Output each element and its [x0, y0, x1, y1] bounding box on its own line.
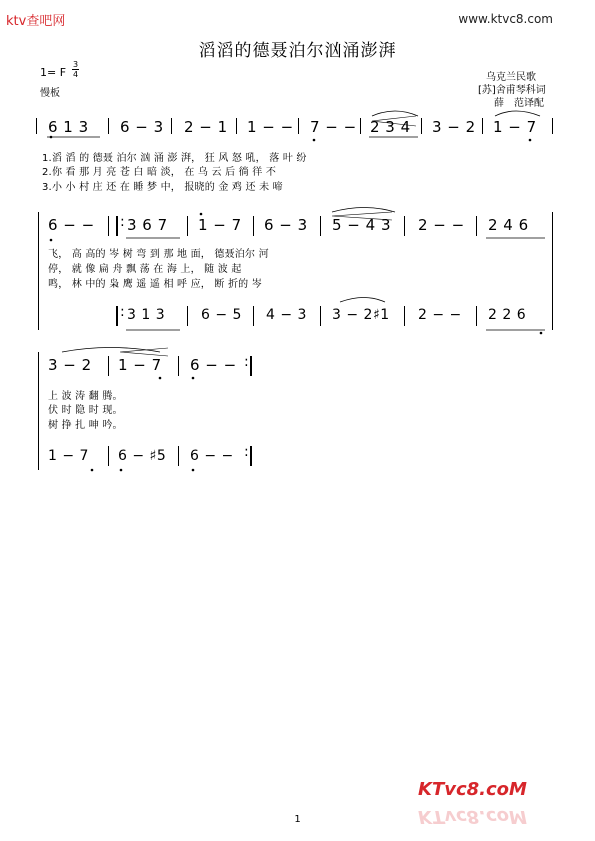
measure-notes: 6 − − — [190, 356, 237, 374]
low-octave-dot — [50, 136, 53, 139]
low-octave-dot — [529, 139, 532, 142]
lyric-line-verse-3: 鸣， 林 中的 枭 鹰 遥 遥 相 呼 应， 断 折的 岑 — [48, 279, 262, 290]
measure-notes: 3 − 2 — [48, 356, 92, 374]
slur-mark — [372, 111, 418, 116]
low-octave-dot — [313, 139, 316, 142]
measure-notes: 1 − − — [247, 118, 294, 136]
measure-notes: 5 − 4 3 — [332, 216, 392, 234]
site-watermark-right: www.ktvc8.com — [458, 12, 553, 26]
measure-notes: 6 − − — [190, 448, 234, 464]
lyric-line-verse-2: 停， 就 像 扁 舟 飘 荡 在 海 上， 随 波 起 — [48, 264, 242, 275]
measure-notes: 3 1 3 — [127, 307, 166, 323]
measure-notes: 1 − 7 — [48, 448, 89, 464]
lyric-line-verse-2: 伏 时 隐 时 现。 — [48, 405, 123, 416]
measure-notes: 1 − 7 — [198, 216, 242, 234]
repeat-dots: : — [244, 444, 249, 460]
measure-notes: 6 − − — [48, 216, 95, 234]
measure-notes: 2 3 4 — [370, 118, 411, 136]
time-signature-top: 3 — [72, 60, 79, 69]
lyric-line-verse-3: 3.小 小 村 庄 还 在 睡 梦 中， 报晓的 金 鸡 还 未 啼 — [42, 182, 283, 193]
high-octave-dot — [200, 213, 203, 216]
measure-notes: 3 − 2♯1 — [332, 307, 390, 323]
measure-notes: 2 − − — [418, 216, 465, 234]
time-signature-bottom: 4 — [72, 70, 79, 79]
low-octave-dot — [120, 469, 123, 472]
measure-notes: 3 6 7 — [127, 216, 168, 234]
credit-lyricist: [苏]舍甫琴科词 — [478, 85, 546, 96]
site-logo-reflection: KTvc8.coM — [418, 806, 527, 827]
repeat-dots: : — [120, 304, 125, 320]
repeat-dots: : — [244, 354, 249, 370]
low-octave-dot — [192, 377, 195, 380]
tempo-marking: 慢板 — [40, 88, 60, 99]
measure-notes: 2 4 6 — [488, 216, 529, 234]
slur-mark — [340, 298, 385, 303]
credit-origin: 乌克兰民歌 — [486, 72, 536, 83]
measure-notes: 6 − 3 — [120, 118, 164, 136]
measure-notes: 6 − ♯5 — [118, 448, 167, 464]
measure-notes: 4 − 3 — [266, 307, 307, 323]
low-octave-dot — [192, 469, 195, 472]
measure-notes: 2 − − — [418, 307, 462, 323]
crescendo-hairpin — [372, 116, 416, 126]
low-octave-dot — [540, 332, 543, 335]
lyric-line-verse-1: 1.滔 滔 的 德聂 泊尔 汹 涌 澎 湃， 狂 风 怒 吼， 落 叶 纷 — [42, 153, 307, 164]
site-watermark-left: ktv查吧网 — [6, 14, 66, 29]
low-octave-dot — [159, 377, 162, 380]
measure-notes: 7 − − — [310, 118, 357, 136]
lyric-line-verse-1: 上 波 涛 翻 腾。 — [48, 391, 123, 402]
repeat-dots: : — [120, 214, 125, 230]
lyric-line-verse-1: 飞， 高 高的 岑 树 弯 到 那 地 面， 德聂泊尔 河 — [48, 249, 269, 260]
slur-mark — [495, 111, 540, 116]
measure-notes: 1 − 7 — [493, 118, 537, 136]
measure-notes: 2 − 1 — [184, 118, 228, 136]
song-title: 滔滔的德聂泊尔汹涌澎湃 — [198, 41, 397, 61]
page-number: 1 — [294, 814, 301, 825]
lyric-line-verse-2: 2.你 看 那 月 亮 苍 白 暗 淡， 在 乌 云 后 徜 徉 不 — [42, 167, 277, 178]
measure-notes: 6 − 3 — [264, 216, 308, 234]
low-octave-dot — [91, 469, 94, 472]
key-signature: 1= F — [40, 66, 67, 79]
crescendo-hairpin — [332, 212, 392, 220]
measure-notes: 1 − 7 — [118, 356, 162, 374]
low-octave-dot — [50, 239, 53, 242]
measure-notes: 3 − 2 — [432, 118, 476, 136]
slur-mark — [332, 208, 395, 213]
lyric-line-verse-3: 树 挣 扎 呻 吟。 — [48, 420, 123, 431]
credit-translator: 薛 范译配 — [494, 98, 544, 109]
measure-notes: 2 2 6 — [488, 307, 527, 323]
site-logo: KTvc8.coM — [418, 779, 527, 800]
measure-notes: 6 1 3 — [48, 118, 89, 136]
measure-notes: 6 − 5 — [201, 307, 242, 323]
